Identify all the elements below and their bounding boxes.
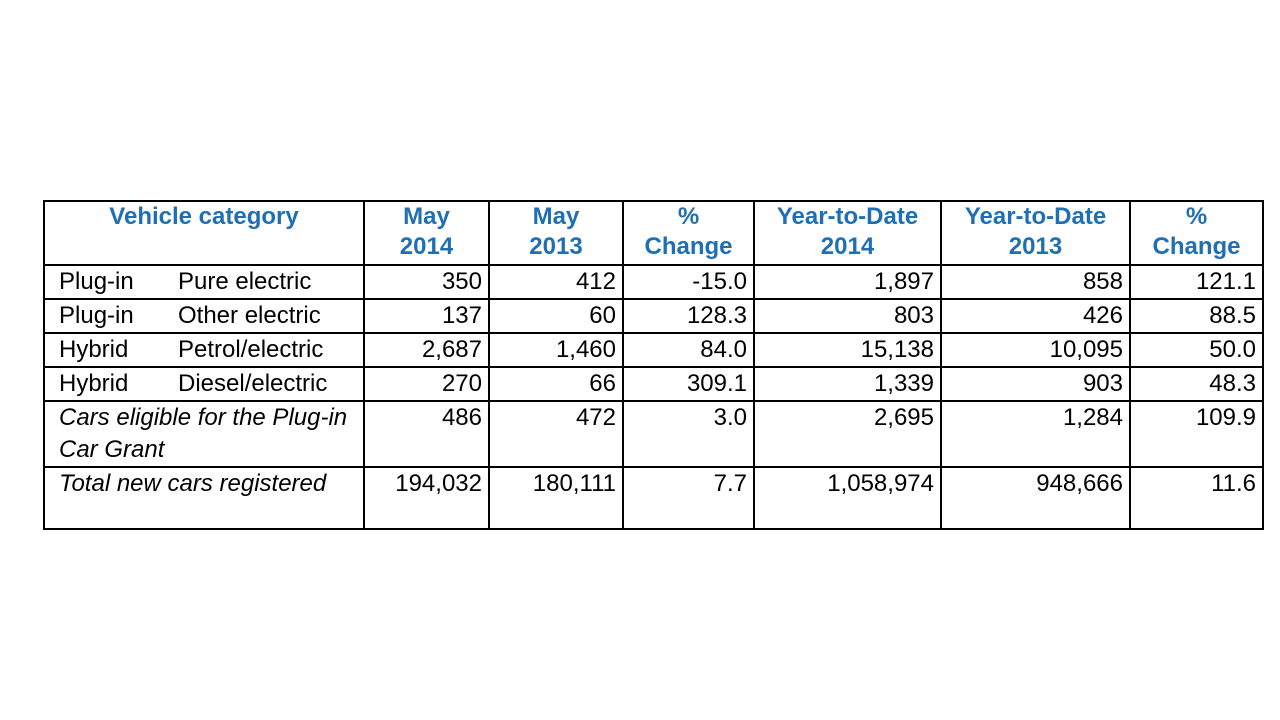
ytd-2013-value: 10,095 — [941, 333, 1130, 367]
vehicle-type: Hybrid — [44, 333, 174, 367]
ytd-change-value: 88.5 — [1130, 299, 1263, 333]
vehicle-subtype: Diesel/electric — [174, 367, 364, 401]
ytd-2013-value: 426 — [941, 299, 1130, 333]
month-change-value: 84.0 — [623, 333, 754, 367]
may-2013-value: 412 — [489, 265, 623, 299]
month-change-value: 309.1 — [623, 367, 754, 401]
ytd-2014-value: 1,897 — [754, 265, 941, 299]
ytd-2013-value: 948,666 — [941, 467, 1130, 529]
total-row — [44, 467, 1263, 529]
vehicle-subtype: Pure electric — [174, 265, 364, 299]
header-ytd-change: % Change — [1130, 201, 1263, 265]
ytd-2013-value: 1,284 — [941, 401, 1130, 467]
ytd-change-value: 11.6 — [1130, 467, 1263, 529]
month-change-value: 3.0 — [623, 401, 754, 467]
ytd-2014-value: 1,339 — [754, 367, 941, 401]
vehicle-type: Plug-in — [44, 265, 174, 299]
ytd-change-value: 109.9 — [1130, 401, 1263, 467]
header-may-2014: May 2014 — [364, 201, 489, 265]
total-label: Total new cars registered — [44, 467, 364, 529]
header-ytd-2013: Year-to-Date 2013 — [941, 201, 1130, 265]
header-month-change: % Change — [623, 201, 754, 265]
may-2013-value: 1,460 — [489, 333, 623, 367]
grant-row — [44, 401, 1263, 467]
vehicle-subtype: Petrol/electric — [174, 333, 364, 367]
may-2013-value: 66 — [489, 367, 623, 401]
may-2014-value: 486 — [364, 401, 489, 467]
vehicle-subtype: Other electric — [174, 299, 364, 333]
vehicle-type: Plug-in — [44, 299, 174, 333]
table-row — [44, 265, 1263, 299]
may-2014-value: 270 — [364, 367, 489, 401]
ytd-2014-value: 2,695 — [754, 401, 941, 467]
may-2013-value: 180,111 — [489, 467, 623, 529]
may-2014-value: 350 — [364, 265, 489, 299]
table-row — [44, 333, 1263, 367]
table-row — [44, 367, 1263, 401]
month-change-value: -15.0 — [623, 265, 754, 299]
ytd-change-value: 50.0 — [1130, 333, 1263, 367]
may-2013-value: 60 — [489, 299, 623, 333]
header-may-2013: May 2013 — [489, 201, 623, 265]
ytd-2013-value: 858 — [941, 265, 1130, 299]
ytd-2013-value: 903 — [941, 367, 1130, 401]
grant-label: Cars eligible for the Plug-in Car Grant — [44, 401, 364, 467]
header-ytd-2014: Year-to-Date 2014 — [754, 201, 941, 265]
month-change-value: 128.3 — [623, 299, 754, 333]
vehicle-type: Hybrid — [44, 367, 174, 401]
may-2014-value: 137 — [364, 299, 489, 333]
registrations-table — [43, 200, 1264, 530]
ytd-change-value: 48.3 — [1130, 367, 1263, 401]
may-2013-value: 472 — [489, 401, 623, 467]
ytd-2014-value: 15,138 — [754, 333, 941, 367]
may-2014-value: 194,032 — [364, 467, 489, 529]
ytd-2014-value: 1,058,974 — [754, 467, 941, 529]
month-change-value: 7.7 — [623, 467, 754, 529]
table-row — [44, 299, 1263, 333]
ytd-2014-value: 803 — [754, 299, 941, 333]
header-vehicle-category: Vehicle category — [44, 201, 364, 265]
may-2014-value: 2,687 — [364, 333, 489, 367]
ytd-change-value: 121.1 — [1130, 265, 1263, 299]
